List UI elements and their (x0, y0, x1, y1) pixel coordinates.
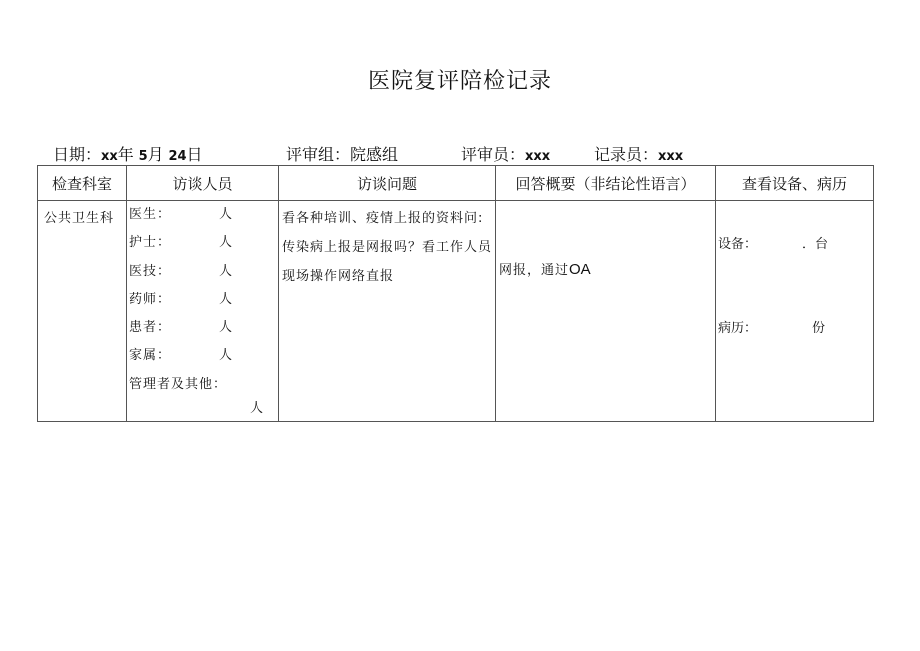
date-year: xx (101, 149, 118, 164)
interview-question: 看各种培训、疫情上报的资料问:传染病上报是网报吗？看工作人员现场操作网络直报 (282, 211, 493, 284)
staff-role: 医技： (129, 263, 172, 279)
staff-patient (127, 314, 278, 342)
header-answer-summary: 回答概要（非结论性语言） (496, 166, 716, 201)
records-unit: 份 (812, 321, 826, 336)
group-label: 评审组： (286, 145, 351, 164)
staff-role: 药师： (129, 291, 172, 307)
staff-pharmacist (127, 286, 278, 314)
staff-role: 家属： (129, 348, 172, 364)
staff-manager-unit: 人 (250, 401, 264, 416)
equipment-line (718, 233, 829, 252)
records-label: 病历： (718, 321, 758, 336)
reviewer-label: 评审员： (461, 145, 526, 164)
table-row (38, 201, 874, 422)
header-department: 检查科室 (38, 166, 127, 201)
header-equipment-records: 查看设备、病历 (716, 166, 874, 201)
date-field (53, 142, 203, 165)
staff-unit: 人 (219, 207, 234, 222)
staff-role: 医生： (129, 207, 172, 222)
staff-nurse (127, 229, 278, 257)
staff-role: 管理者及其他： (129, 376, 228, 392)
recorder-value: xxx (658, 149, 684, 164)
answer-cell (496, 201, 716, 422)
table-header-row (38, 166, 874, 201)
date-month: 5 (138, 149, 148, 164)
staff-unit: 人 (219, 320, 234, 336)
date-month-unit: 月 (147, 145, 164, 164)
staff-manager-other (127, 371, 278, 399)
answer-oa: OA (569, 261, 591, 278)
review-table (37, 165, 874, 422)
staff-unit: 人 (219, 235, 234, 251)
answer-text: 网报，通过 (499, 263, 570, 278)
group-value: 院感组 (350, 145, 399, 164)
staff-unit: 人 (219, 348, 234, 364)
page-title: 医院复评陪检记录 (367, 69, 552, 94)
group-field (286, 142, 398, 165)
department-name: 公共卫生科 (44, 211, 115, 226)
records-line (718, 317, 826, 336)
staff-doctor (127, 201, 278, 229)
equipment-records-cell (716, 201, 874, 422)
date-day: 24 (168, 149, 187, 164)
staff-family (127, 342, 278, 370)
equipment-label: 设备： (718, 237, 758, 252)
recorder-field (594, 142, 683, 165)
questions-cell (279, 201, 496, 422)
interviewees-cell (127, 201, 279, 422)
staff-role: 护士： (129, 235, 172, 251)
date-day-unit: 日 (186, 145, 203, 164)
date-year-unit: 年 (117, 145, 134, 164)
header-interviewees: 访谈人员 (127, 166, 279, 201)
equipment-unit: ．台 (802, 237, 829, 252)
date-label: 日期： (53, 145, 102, 164)
reviewer-value: xxx (525, 149, 551, 164)
staff-unit: 人 (219, 263, 234, 279)
reviewer-field (461, 142, 550, 165)
answer-summary (499, 259, 591, 278)
header-questions: 访谈问题 (279, 166, 496, 201)
recorder-label: 记录员： (594, 145, 659, 164)
department-cell (38, 201, 127, 422)
staff-technician (127, 258, 278, 286)
staff-unit: 人 (219, 291, 234, 307)
staff-role: 患者： (129, 320, 172, 336)
